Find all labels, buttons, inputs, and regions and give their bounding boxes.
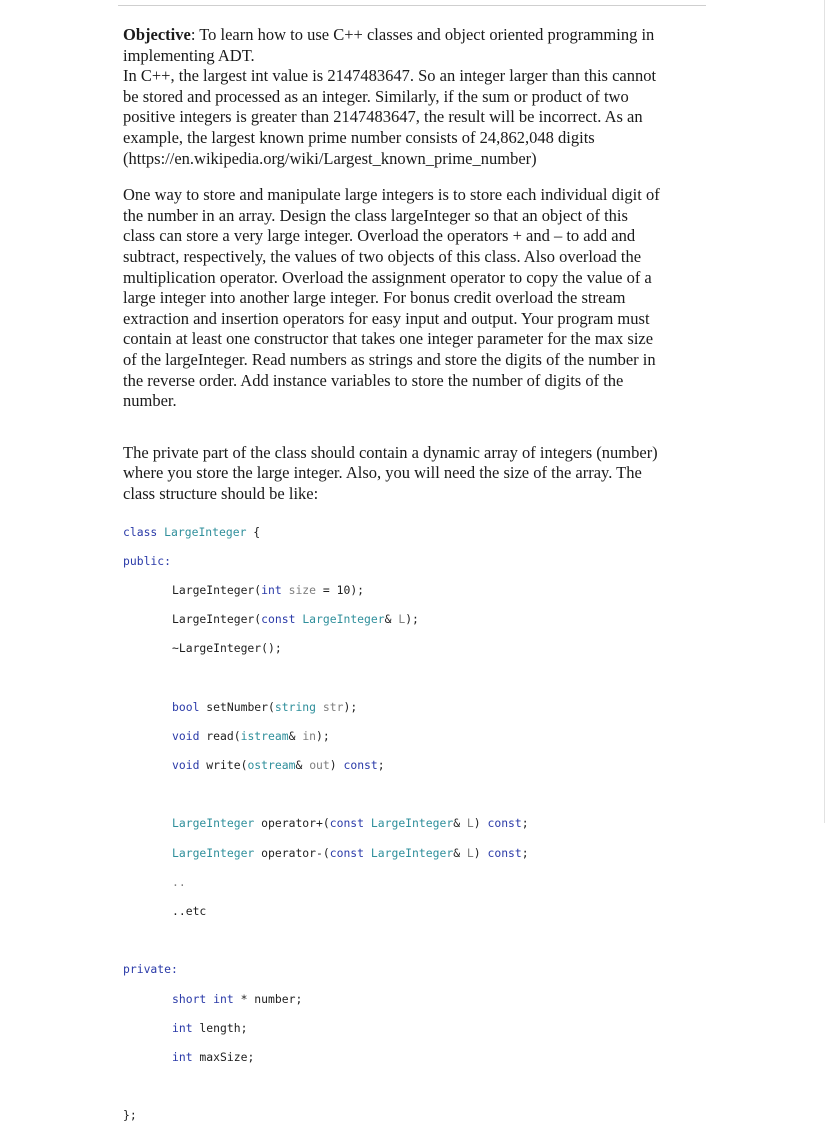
wikipedia-reference: (https://en.wikipedia.org/wiki/Largest_known_prime_number) [123,148,537,168]
code-line-operator-plus: LargeInteger operator+(const LargeInteger& L) const; [172,816,529,831]
code-line-copy-ctor: LargeInteger(const LargeInteger& L); [172,612,419,627]
code-line-ellipsis: .. [172,874,186,889]
code-line-close: }; [123,1108,137,1123]
code-line-private: private: [123,962,178,977]
code-line-length: int length; [172,1020,248,1035]
code-line-ctor: LargeInteger(int size = 10); [172,582,365,597]
code-line-read: void read(istream& in); [172,728,330,743]
objective-label: Objective [123,25,191,44]
code-line-etc: ..etc [172,904,207,919]
code-line-dtor: ~LargeInteger(); [172,641,282,656]
code-line-public: public: [123,553,172,568]
code-line-maxsize: int maxSize; [172,1049,255,1064]
code-line-setnumber: bool setNumber(string str); [172,699,358,714]
code-line-write: void write(ostream& out) const; [172,758,385,773]
code-line-class: class LargeInteger { [123,524,261,539]
paragraph-private: The private part of the class should contain a dynamic array of integers (number) where you store the large integer. Also, you will need the size of the array. The class structure should be like: [123,442,658,503]
code-line-number: short int * number; [172,991,303,1006]
document-body [123,25,713,504]
paragraph-design: One way to store and manipulate large integers is to store each individual digit of the number in an array. Design the class largeInteger so that an object of this class can store a very large integer. Overload the operators + and – to add and subtract, respectively, the values of two objects of this class. Also overload the multiplication operator. Overload the assignment operator to copy the value of a large integer into another large integer. For bonus credit overload the stream extraction and insertion operators for easy input and output. Your program must contain at least one constructor that takes one integer parameter for the max size of the largeInteger. Read numbers as strings and store the digits of the number in the reverse order. Add instance variables to store the number of digits of the number. [123,185,660,411]
paragraph-objective: Objective: To learn how to use C++ classes and object oriented programming in implementing ADT. In C++, the largest int value is 2147483647. So an integer larger than this cannot be stored and processed as an integer. Similarly, if the sum or product of two positive integers is greater than 2147483647, the result will be incorrect. As an example, the largest known prime number consists of 24,862,048 digits (https://en.wikipedia.org/wiki/Largest_known_prime_number) [123,25,657,168]
page-edge [824,0,825,823]
code-block [123,510,529,1138]
top-divider [118,5,706,6]
code-line-operator-minus: LargeInteger operator-(const LargeInteger& L) const; [172,845,529,860]
